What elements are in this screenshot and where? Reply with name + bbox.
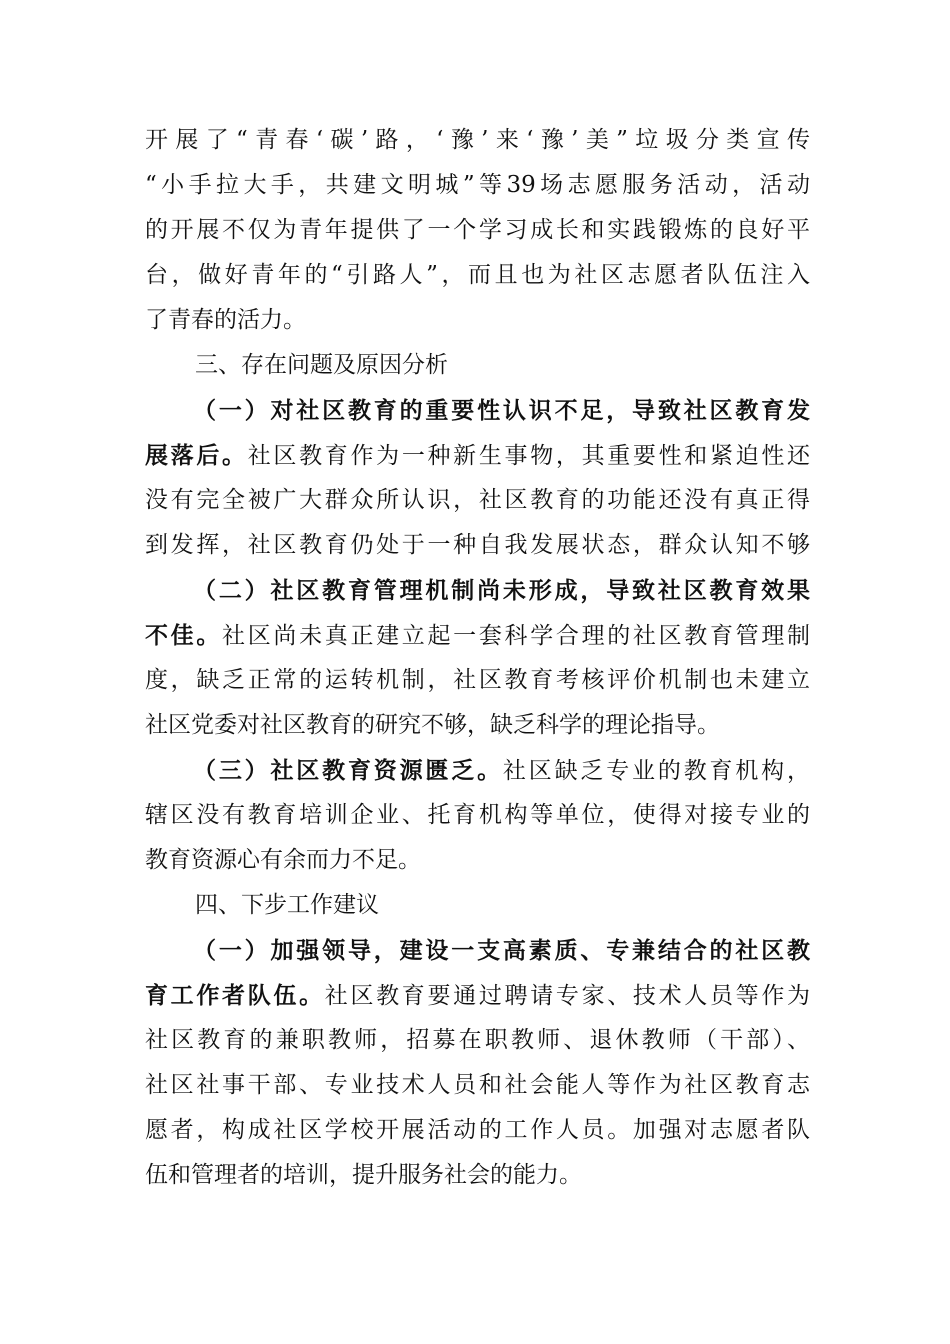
s4-item1-line2-rest: 社区教育要通过聘请专家、技术人员等作为	[324, 983, 811, 1009]
intro-line-3: 的开展不仅为青年提供了一个学习成长和实践锻炼的良好平	[145, 217, 810, 243]
intro-line-5: 了青春的活力。	[145, 307, 306, 333]
s3-item1-title-line1: （一）对社区教育的重要性认识不足，导致社区教育发	[193, 397, 810, 424]
s3-item3-line3: 教育资源心有余而力不足。	[145, 847, 421, 873]
s3-item3-title: （三）社区教育资源匮乏。	[193, 757, 503, 784]
s3-item1-line4: 到发挥，社区教育仍处于一种自我发展状态，群众认知不够	[145, 532, 810, 558]
s4-item1-title-line1: （一）加强领导，建设一支高素质、专兼结合的社区教	[193, 937, 810, 964]
s3-item2-line2-rest: 社区尚未真正建立起一套科学合理的社区教育管理制	[222, 623, 811, 649]
s3-item1-line2	[145, 433, 810, 478]
intro-line-1: 开展了“青春‘碳’路，‘豫’来‘豫’美”垃圾分类宣传	[145, 127, 810, 153]
intro-line-2: “小手拉大手，共建文明城”等39场志愿服务活动，活动	[145, 172, 810, 198]
document-page	[145, 118, 810, 1198]
s3-item1-title-line2: 展落后。	[145, 442, 248, 469]
section-4-heading: 四、下步工作建议	[195, 892, 379, 918]
s3-item1-line2-rest: 社区教育作为一种新生事物，其重要性和紧迫性还	[247, 443, 811, 469]
section-3-heading: 三、存在问题及原因分析	[195, 352, 448, 378]
s3-item3-line1	[145, 748, 810, 793]
s4-item1-line6: 伍和管理者的培训，提升服务社会的能力。	[145, 1162, 582, 1188]
s4-item1-line3: 社区教育的兼职教师，招募在职教师、退休教师（干部）、	[145, 1027, 810, 1053]
s3-item2-line4: 社区党委对社区教育的研究不够，缺乏科学的理论指导。	[145, 712, 720, 738]
s3-item2-line3: 度，缺乏正常的运转机制，社区教育考核评价机制也未建立	[145, 667, 810, 693]
s4-item1-title-line2: 育工作者队伍。	[145, 982, 325, 1009]
s3-item2-title-line1: （二）社区教育管理机制尚未形成，导致社区教育效果	[193, 577, 810, 604]
intro-line-4: 台，做好青年的“引路人”，而且也为社区志愿者队伍注入	[145, 262, 810, 288]
s4-item1-line2	[145, 973, 810, 1018]
s3-item1-line3: 没有完全被广大群众所认识，社区教育的功能还没有真正得	[145, 487, 810, 513]
s4-item1-line4: 社区社事干部、专业技术人员和社会能人等作为社区教育志	[145, 1072, 810, 1098]
s3-item3-line2: 辖区没有教育培训企业、托育机构等单位，使得对接专业的	[145, 802, 810, 828]
s3-item2-title-line2: 不佳。	[145, 622, 223, 649]
s3-item2-line2	[145, 613, 810, 658]
s3-item3-line1-rest: 社区缺乏专业的教育机构，	[502, 758, 811, 784]
s4-item1-line5: 愿者，构成社区学校开展活动的工作人员。加强对志愿者队	[145, 1117, 810, 1143]
